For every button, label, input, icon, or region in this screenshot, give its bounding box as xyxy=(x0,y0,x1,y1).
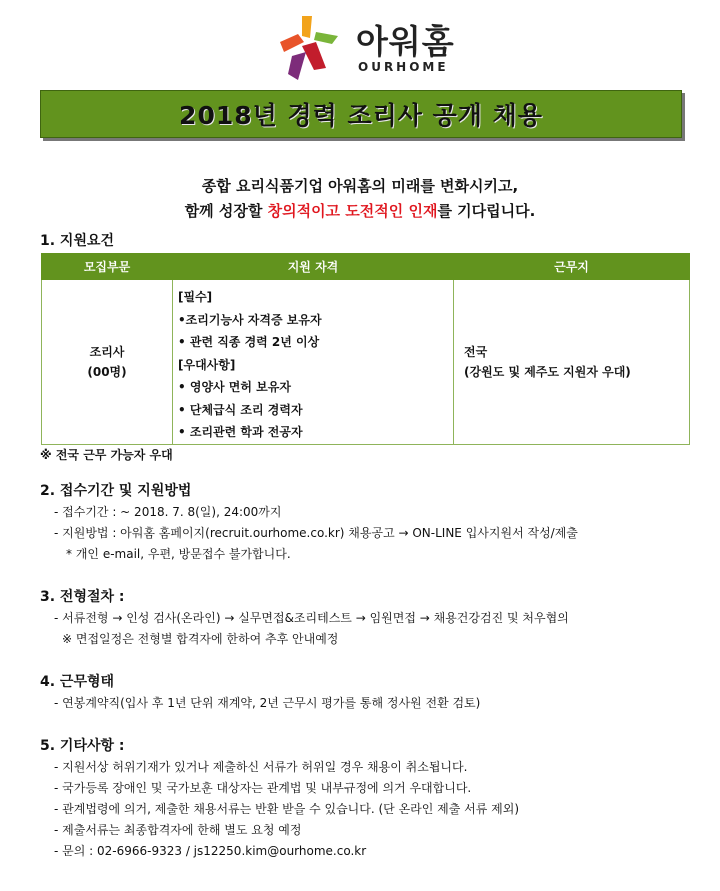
section-1-title: 1. 지원요건 xyxy=(40,233,115,249)
section-3-title: 3. 전형절차 : xyxy=(40,589,125,605)
header-division: 모집부문 xyxy=(42,254,173,280)
location-cell xyxy=(454,280,690,445)
division-count: (00명) xyxy=(87,364,127,379)
section-2-line: - 접수기간 : ~ 2018. 7. 8(일), 24:00까지 xyxy=(54,505,282,519)
section-5-line: - 지원서상 허위기재가 있거나 제출하신 서류가 허위일 경우 채용이 취소됩니다. xyxy=(54,760,468,774)
division-name: 조리사 xyxy=(89,344,125,359)
qualification-item: • 관련 직종 경력 2년 이상 xyxy=(178,335,320,349)
logo-wordmark: 아워홈 xyxy=(356,22,455,61)
section-5-line: - 제출서류는 최종합격자에 한해 별도 요청 예정 xyxy=(54,823,302,837)
section-1-note: ※ 전국 근무 가능자 우대 xyxy=(40,448,173,462)
division-cell xyxy=(42,280,173,445)
qualification-item: • 단체급식 조리 경력자 xyxy=(178,402,303,417)
qualification-item: •조리기능사 자격증 보유자 xyxy=(178,312,322,327)
contact-line: - 문의 : 02-6966-9323 / js12250.kim@ourhome.co.kr xyxy=(54,844,367,858)
section-3-line: - 서류전형 → 인성 검사(온라인) → 실무면접&조리테스트 → 임원면접 → 채용건강검진 및 처우협의 xyxy=(54,611,569,625)
header-qualification: 지원 자격 xyxy=(173,254,454,280)
section-5-line: - 국가등록 장애인 및 국가보훈 대상자는 관계법 및 내부규정에 의거 우대합니다. xyxy=(54,781,472,795)
section-2-title: 2. 접수기간 및 지원방법 xyxy=(40,483,192,499)
section-2-line: * 개인 e-mail, 우편, 방문접수 불가합니다. xyxy=(66,547,291,561)
intro-line-2-post: 를 기다립니다. xyxy=(437,202,536,220)
section-3-line: ※ 면접일정은 전형별 합격자에 한하여 추후 안내예정 xyxy=(62,632,339,646)
title-banner xyxy=(40,90,682,138)
intro-line-1: 종합 요리식품기업 아워홈의 미래를 변화시키고, xyxy=(201,177,519,195)
ourhome-logo-mark-icon xyxy=(272,12,352,84)
header-location: 근무지 xyxy=(454,254,690,280)
intro-line-2-pre: 함께 성장할 xyxy=(184,202,268,220)
location-note: (강원도 및 제주도 지원자 우대) xyxy=(464,364,631,379)
logo-subtitle: OURHOME xyxy=(358,60,449,74)
table-header-row xyxy=(42,254,690,280)
qualification-cell xyxy=(173,280,454,445)
section-4-line: - 연봉계약직(입사 후 1년 단위 재계약, 2년 근무시 평가를 통해 정사원 전환 검토) xyxy=(54,696,481,710)
page-title: 2018년 경력 조리사 공개 채용 xyxy=(179,101,543,130)
requirements-table xyxy=(41,253,690,445)
qualification-item: • 조리관련 학과 전공자 xyxy=(178,425,303,439)
section-2-line: - 지원방법 : 아워홈 홈페이지(recruit.ourhome.co.kr) 채용공고 → ON-LINE 입사지원서 작성/제출 xyxy=(54,526,578,540)
intro-highlight: 창의적이고 도전적인 인재 xyxy=(267,202,438,220)
qualification-item: [우대사항] xyxy=(178,357,236,372)
qualification-item: [필수] xyxy=(178,290,213,304)
section-5-title: 5. 기타사항 : xyxy=(40,738,125,754)
table-row xyxy=(42,280,690,445)
section-4-title: 4. 근무형태 xyxy=(40,674,115,690)
section-5-line: - 관계법령에 의거, 제출한 채용서류는 반환 받을 수 있습니다. (단 온라인 제출 서류 제외) xyxy=(54,802,520,816)
qualification-item: • 영양사 면허 보유자 xyxy=(178,380,291,394)
ourhome-logo xyxy=(272,12,472,84)
location-main: 전국 xyxy=(464,344,488,359)
intro-line-2 xyxy=(0,200,720,221)
